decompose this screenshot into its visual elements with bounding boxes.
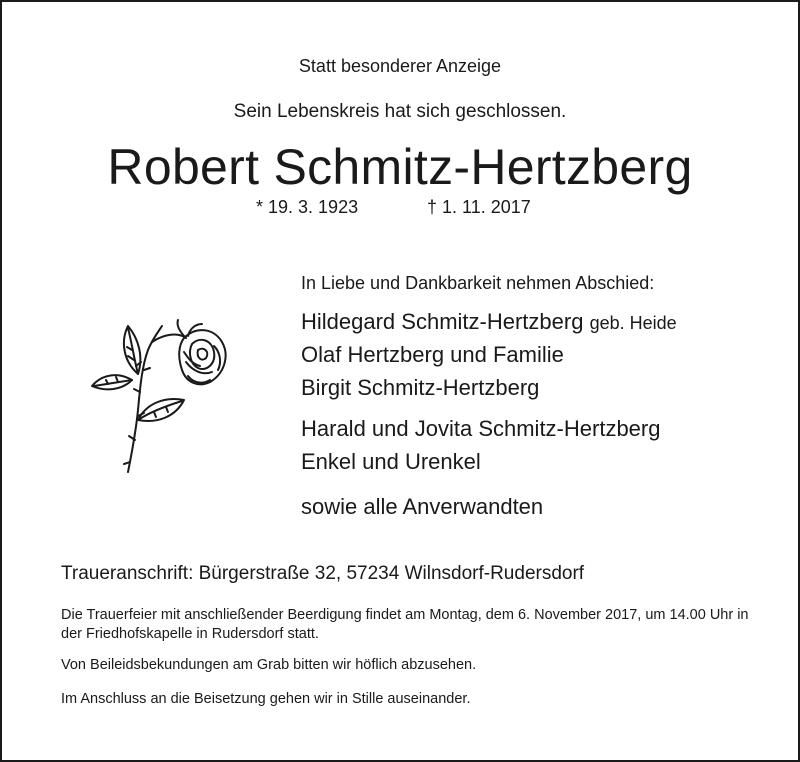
birth-date: * 19. 3. 1923 — [256, 197, 359, 217]
maiden-name: geb. Heide — [589, 313, 677, 333]
funeral-info: Die Trauerfeier mit anschließender Beerdigung findet am Montag, dem 6. November 2017, um 14.00 Uhr in der Friedhofskapelle in Rudersdorf statt. — [61, 607, 749, 642]
mourner-line-3: Birgit Schmitz-Hertzberg — [301, 375, 540, 400]
mourners-intro: In Liebe und Dankbarkeit nehmen Abschied: — [301, 273, 655, 293]
mourner-line-4: Harald und Jovita Schmitz-Hertzberg — [301, 416, 661, 441]
notice-subheading: Sein Lebenskreis hat sich geschlossen. — [233, 101, 567, 122]
deceased-name: Robert Schmitz-Hertzberg — [107, 139, 693, 195]
rose-icon — [88, 312, 248, 480]
mourning-address: Traueranschrift: Bürgerstraße 32, 57234 Wilnsdorf-Rudersdorf — [61, 563, 585, 584]
mourner-name: Hildegard Schmitz-Hertzberg — [301, 309, 584, 334]
mourner-line-6: sowie alle Anverwandten — [301, 494, 544, 519]
mourners-block — [301, 273, 781, 523]
condolence-note: Von Beileidsbekundungen am Grab bitten wir höflich abzusehen. — [61, 657, 477, 673]
mourner-line-5: Enkel und Urenkel — [301, 449, 481, 474]
death-date: † 1. 11. 2017 — [427, 197, 531, 217]
mourner-line-2: Olaf Hertzberg und Familie — [301, 342, 564, 367]
closing-note: Im Anschluss an die Beisetzung gehen wir in Stille auseinander. — [61, 691, 471, 707]
mourner-line-1 — [301, 305, 781, 338]
notice-header: Statt besonderer Anzeige — [298, 56, 502, 76]
